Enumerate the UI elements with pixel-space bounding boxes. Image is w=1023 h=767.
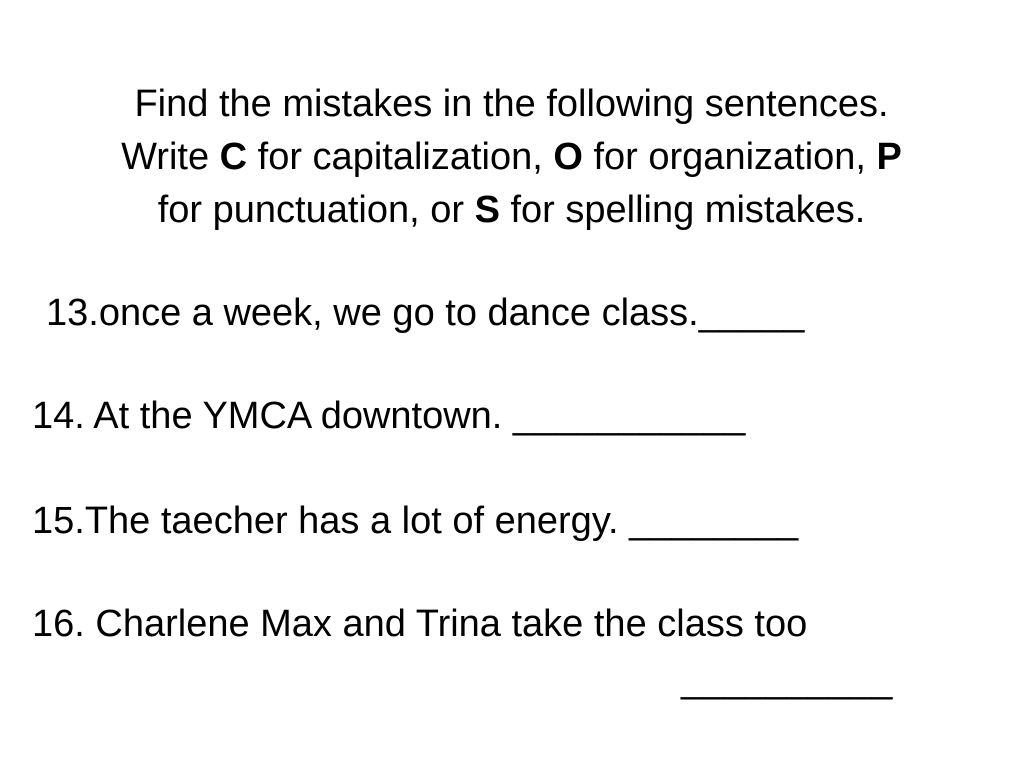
instructions <box>20 78 1003 237</box>
question-16: 16. Charlene Max and Trina take the class too <box>32 603 808 645</box>
instructions-text: Write <box>121 136 220 178</box>
code-organization: O <box>553 136 583 178</box>
code-spelling: S <box>474 189 500 231</box>
instructions-text: for organization, <box>582 136 877 178</box>
question-15: 15.The taecher has a lot of energy. ________ <box>32 500 799 542</box>
instructions-text: for capitalization, <box>247 136 554 178</box>
instructions-line-3 <box>20 184 1003 237</box>
code-punctuation: P <box>876 136 902 178</box>
instructions-line-1: Find the mistakes in the following sentences. <box>134 83 889 125</box>
question-13: 13.once a week, we go to dance class._____ <box>46 292 805 334</box>
instructions-text: for spelling mistakes. <box>499 189 866 231</box>
question-14: 14. At the YMCA downtown. ___________ <box>32 395 746 437</box>
code-capitalization: C <box>219 136 248 178</box>
question-16-answer-blank: __________ <box>681 659 893 701</box>
instructions-line-2 <box>20 131 1003 184</box>
instructions-text: for punctuation, or <box>157 189 475 231</box>
